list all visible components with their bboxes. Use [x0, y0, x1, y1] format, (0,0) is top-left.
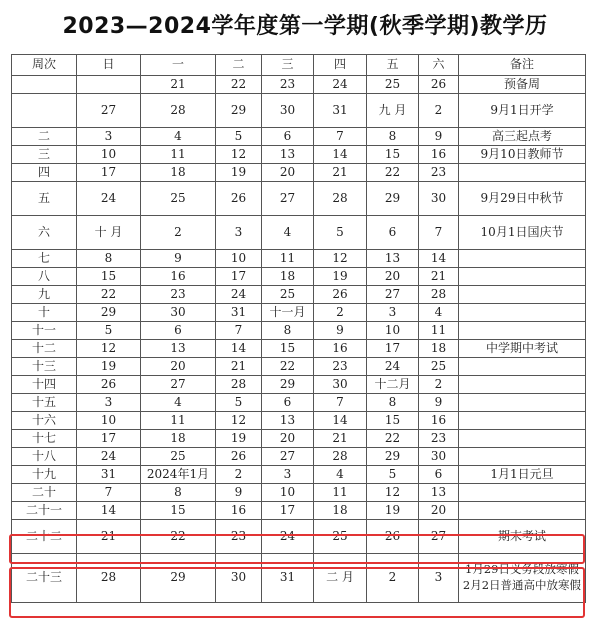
note-cell: 9月29日中秋节 — [459, 182, 586, 216]
day-cell: 30 — [262, 94, 314, 128]
day-cell: 19 — [216, 430, 262, 448]
week-cell: 十九 — [12, 466, 77, 484]
table-row — [12, 484, 586, 502]
day-cell: 2024年1月 — [141, 466, 216, 484]
table-row — [12, 430, 586, 448]
day-cell: 8 — [262, 322, 314, 340]
day-cell: 4 — [262, 216, 314, 250]
day-cell: 5 — [367, 466, 419, 484]
day-cell: 30 — [314, 376, 367, 394]
day-cell: 5 — [77, 322, 141, 340]
day-cell: 12 — [77, 340, 141, 358]
day-cell: 4 — [141, 128, 216, 146]
day-cell: 18 — [262, 268, 314, 286]
note-cell: 高三起点考 — [459, 128, 586, 146]
day-cell: 十 月 — [77, 216, 141, 250]
day-cell: 2 — [367, 554, 419, 603]
week-cell: 十六 — [12, 412, 77, 430]
day-cell: 13 — [367, 250, 419, 268]
day-cell: 26 — [419, 76, 459, 94]
day-cell: 17 — [77, 164, 141, 182]
header-sat: 六 — [419, 55, 459, 76]
day-cell: 17 — [262, 502, 314, 520]
table-row — [12, 94, 586, 128]
day-cell: 28 — [419, 286, 459, 304]
day-cell: 15 — [367, 146, 419, 164]
week-cell: 十三 — [12, 358, 77, 376]
day-cell: 29 — [141, 554, 216, 603]
day-cell: 18 — [141, 164, 216, 182]
day-cell: 30 — [419, 182, 459, 216]
table-row — [12, 340, 586, 358]
day-cell — [77, 76, 141, 94]
day-cell: 8 — [141, 484, 216, 502]
day-cell: 10 — [77, 146, 141, 164]
day-cell: 29 — [262, 376, 314, 394]
day-cell: 25 — [419, 358, 459, 376]
week-cell: 二十 — [12, 484, 77, 502]
header-week: 周次 — [12, 55, 77, 76]
week-cell — [12, 94, 77, 128]
week-cell: 十一 — [12, 322, 77, 340]
day-cell: 4 — [314, 466, 367, 484]
note-cell: 10月1日国庆节 — [459, 216, 586, 250]
day-cell: 5 — [216, 394, 262, 412]
day-cell: 26 — [367, 520, 419, 554]
day-cell: 26 — [314, 286, 367, 304]
header-row — [12, 55, 586, 76]
day-cell: 20 — [367, 268, 419, 286]
week-cell — [12, 76, 77, 94]
week-cell: 三 — [12, 146, 77, 164]
week-cell: 二十二 — [12, 520, 77, 554]
note-cell — [459, 502, 586, 520]
day-cell: 20 — [262, 164, 314, 182]
header-note: 备注 — [459, 55, 586, 76]
day-cell: 十一月 — [262, 304, 314, 322]
day-cell: 29 — [367, 182, 419, 216]
day-cell: 15 — [262, 340, 314, 358]
week-cell: 八 — [12, 268, 77, 286]
table-row — [12, 466, 586, 484]
day-cell: 3 — [216, 216, 262, 250]
day-cell: 二 月 — [314, 554, 367, 603]
day-cell: 12 — [367, 484, 419, 502]
day-cell: 27 — [419, 520, 459, 554]
day-cell: 10 — [367, 322, 419, 340]
day-cell: 31 — [216, 304, 262, 322]
table-row — [12, 182, 586, 216]
week-cell: 二 — [12, 128, 77, 146]
day-cell: 14 — [419, 250, 459, 268]
table-row — [12, 216, 586, 250]
day-cell: 31 — [314, 94, 367, 128]
day-cell: 22 — [77, 286, 141, 304]
table-row — [12, 128, 586, 146]
note-cell — [459, 430, 586, 448]
week-cell: 二十一 — [12, 502, 77, 520]
header-sun: 日 — [77, 55, 141, 76]
header-mon: 一 — [141, 55, 216, 76]
header-tue: 二 — [216, 55, 262, 76]
week-cell: 二十三 — [12, 554, 77, 603]
day-cell: 17 — [216, 268, 262, 286]
day-cell: 24 — [216, 286, 262, 304]
day-cell: 18 — [419, 340, 459, 358]
day-cell: 4 — [419, 304, 459, 322]
day-cell: 21 — [314, 430, 367, 448]
day-cell: 7 — [216, 322, 262, 340]
week-cell: 五 — [12, 182, 77, 216]
day-cell: 2 — [419, 94, 459, 128]
table-row — [12, 358, 586, 376]
day-cell: 23 — [216, 520, 262, 554]
day-cell: 27 — [141, 376, 216, 394]
day-cell: 10 — [216, 250, 262, 268]
day-cell: 23 — [262, 76, 314, 94]
day-cell: 13 — [262, 412, 314, 430]
table-row — [12, 376, 586, 394]
week-cell: 四 — [12, 164, 77, 182]
day-cell: 16 — [314, 340, 367, 358]
note-cell — [459, 250, 586, 268]
day-cell: 9 — [141, 250, 216, 268]
table-row — [12, 268, 586, 286]
day-cell: 14 — [314, 412, 367, 430]
day-cell: 5 — [314, 216, 367, 250]
note-cell — [459, 448, 586, 466]
day-cell: 21 — [419, 268, 459, 286]
day-cell: 20 — [262, 430, 314, 448]
day-cell: 25 — [262, 286, 314, 304]
day-cell: 22 — [367, 430, 419, 448]
day-cell: 19 — [367, 502, 419, 520]
day-cell: 25 — [314, 520, 367, 554]
day-cell: 17 — [367, 340, 419, 358]
note-cell — [459, 554, 586, 603]
day-cell: 26 — [216, 182, 262, 216]
note-cell: 1月1日元旦 — [459, 466, 586, 484]
day-cell: 25 — [141, 182, 216, 216]
day-cell: 3 — [262, 466, 314, 484]
day-cell: 17 — [77, 430, 141, 448]
day-cell: 27 — [262, 182, 314, 216]
day-cell: 7 — [314, 128, 367, 146]
day-cell: 29 — [77, 304, 141, 322]
day-cell: 九 月 — [367, 94, 419, 128]
note-cell — [459, 164, 586, 182]
table-row — [12, 146, 586, 164]
day-cell: 7 — [77, 484, 141, 502]
day-cell: 11 — [314, 484, 367, 502]
day-cell: 31 — [262, 554, 314, 603]
day-cell: 11 — [419, 322, 459, 340]
table-row — [12, 448, 586, 466]
day-cell: 23 — [314, 358, 367, 376]
week-cell: 六 — [12, 216, 77, 250]
day-cell: 13 — [419, 484, 459, 502]
day-cell: 21 — [141, 76, 216, 94]
day-cell: 20 — [141, 358, 216, 376]
day-cell: 2 — [419, 376, 459, 394]
day-cell: 3 — [77, 128, 141, 146]
day-cell: 30 — [216, 554, 262, 603]
note-cell — [459, 322, 586, 340]
day-cell: 29 — [367, 448, 419, 466]
table-row — [12, 502, 586, 520]
day-cell: 16 — [419, 146, 459, 164]
day-cell: 9 — [314, 322, 367, 340]
day-cell: 28 — [141, 94, 216, 128]
day-cell: 7 — [314, 394, 367, 412]
day-cell: 16 — [419, 412, 459, 430]
note-cell: 中学期中考试 — [459, 340, 586, 358]
day-cell: 24 — [314, 76, 367, 94]
day-cell: 9 — [419, 394, 459, 412]
day-cell: 31 — [77, 466, 141, 484]
day-cell: 11 — [141, 412, 216, 430]
day-cell: 15 — [367, 412, 419, 430]
header-wed: 三 — [262, 55, 314, 76]
table-row — [12, 164, 586, 182]
day-cell: 12 — [216, 146, 262, 164]
day-cell: 25 — [367, 76, 419, 94]
day-cell: 6 — [262, 128, 314, 146]
note-cell: 9月10日教师节 — [459, 146, 586, 164]
note-cell: 预备周 — [459, 76, 586, 94]
note-cell — [459, 268, 586, 286]
table-row — [12, 286, 586, 304]
day-cell: 6 — [367, 216, 419, 250]
day-cell: 2 — [216, 466, 262, 484]
day-cell: 13 — [262, 146, 314, 164]
day-cell: 28 — [314, 182, 367, 216]
note-line: 2月2日普通高中放寒假 — [462, 578, 582, 592]
day-cell: 24 — [262, 520, 314, 554]
day-cell: 10 — [77, 412, 141, 430]
day-cell: 2 — [141, 216, 216, 250]
note-cell — [459, 376, 586, 394]
day-cell: 6 — [141, 322, 216, 340]
note-cell — [459, 412, 586, 430]
day-cell: 十二月 — [367, 376, 419, 394]
day-cell: 15 — [77, 268, 141, 286]
day-cell: 13 — [141, 340, 216, 358]
day-cell: 9 — [216, 484, 262, 502]
day-cell: 3 — [419, 554, 459, 603]
day-cell: 24 — [77, 182, 141, 216]
week-cell: 十八 — [12, 448, 77, 466]
day-cell: 20 — [419, 502, 459, 520]
day-cell: 2 — [314, 304, 367, 322]
day-cell: 24 — [77, 448, 141, 466]
note-line: 1月29日义务段放寒假 — [465, 562, 579, 577]
day-cell: 22 — [367, 164, 419, 182]
day-cell: 27 — [262, 448, 314, 466]
day-cell: 26 — [77, 376, 141, 394]
table-row — [12, 76, 586, 94]
week-cell: 十四 — [12, 376, 77, 394]
day-cell: 21 — [314, 164, 367, 182]
table-row — [12, 520, 586, 554]
day-cell: 30 — [419, 448, 459, 466]
day-cell: 8 — [367, 128, 419, 146]
day-cell: 8 — [77, 250, 141, 268]
day-cell: 19 — [314, 268, 367, 286]
day-cell: 15 — [141, 502, 216, 520]
header-thu: 四 — [314, 55, 367, 76]
day-cell: 21 — [216, 358, 262, 376]
day-cell: 6 — [262, 394, 314, 412]
day-cell: 23 — [141, 286, 216, 304]
table-row — [12, 250, 586, 268]
table-row — [12, 554, 586, 603]
day-cell: 16 — [216, 502, 262, 520]
day-cell: 27 — [77, 94, 141, 128]
day-cell: 22 — [262, 358, 314, 376]
table-row — [12, 394, 586, 412]
day-cell: 14 — [77, 502, 141, 520]
day-cell: 3 — [77, 394, 141, 412]
note-cell — [459, 304, 586, 322]
day-cell: 7 — [419, 216, 459, 250]
day-cell: 14 — [216, 340, 262, 358]
day-cell: 28 — [216, 376, 262, 394]
day-cell: 11 — [262, 250, 314, 268]
week-cell: 十 — [12, 304, 77, 322]
day-cell: 6 — [419, 466, 459, 484]
day-cell: 3 — [367, 304, 419, 322]
day-cell: 26 — [216, 448, 262, 466]
week-cell: 十七 — [12, 430, 77, 448]
header-fri: 五 — [367, 55, 419, 76]
day-cell: 21 — [77, 520, 141, 554]
note-cell — [459, 286, 586, 304]
note-cell — [459, 394, 586, 412]
day-cell: 30 — [141, 304, 216, 322]
note-cell — [459, 358, 586, 376]
day-cell: 24 — [367, 358, 419, 376]
day-cell: 4 — [141, 394, 216, 412]
day-cell: 25 — [141, 448, 216, 466]
table-row — [12, 322, 586, 340]
week-cell: 七 — [12, 250, 77, 268]
note-cell — [459, 484, 586, 502]
page-title: 2023—2024学年度第一学期(秋季学期)教学历 — [62, 13, 548, 39]
day-cell: 5 — [216, 128, 262, 146]
day-cell: 9 — [419, 128, 459, 146]
day-cell: 10 — [262, 484, 314, 502]
table-row — [12, 304, 586, 322]
day-cell: 19 — [77, 358, 141, 376]
table-row — [12, 412, 586, 430]
day-cell: 23 — [419, 164, 459, 182]
note-cell: 9月1日开学 — [459, 94, 586, 128]
week-cell: 九 — [12, 286, 77, 304]
day-cell: 27 — [367, 286, 419, 304]
day-cell: 8 — [367, 394, 419, 412]
day-cell: 12 — [216, 412, 262, 430]
day-cell: 19 — [216, 164, 262, 182]
week-cell: 十五 — [12, 394, 77, 412]
day-cell: 23 — [419, 430, 459, 448]
day-cell: 16 — [141, 268, 216, 286]
week-cell: 十二 — [12, 340, 77, 358]
day-cell: 14 — [314, 146, 367, 164]
day-cell: 28 — [314, 448, 367, 466]
day-cell: 11 — [141, 146, 216, 164]
day-cell: 18 — [314, 502, 367, 520]
note-cell: 期末考试 — [459, 520, 586, 554]
day-cell: 22 — [141, 520, 216, 554]
day-cell: 29 — [216, 94, 262, 128]
day-cell: 18 — [141, 430, 216, 448]
day-cell: 12 — [314, 250, 367, 268]
teaching-calendar-table — [11, 54, 586, 603]
day-cell: 22 — [216, 76, 262, 94]
day-cell: 28 — [77, 554, 141, 603]
